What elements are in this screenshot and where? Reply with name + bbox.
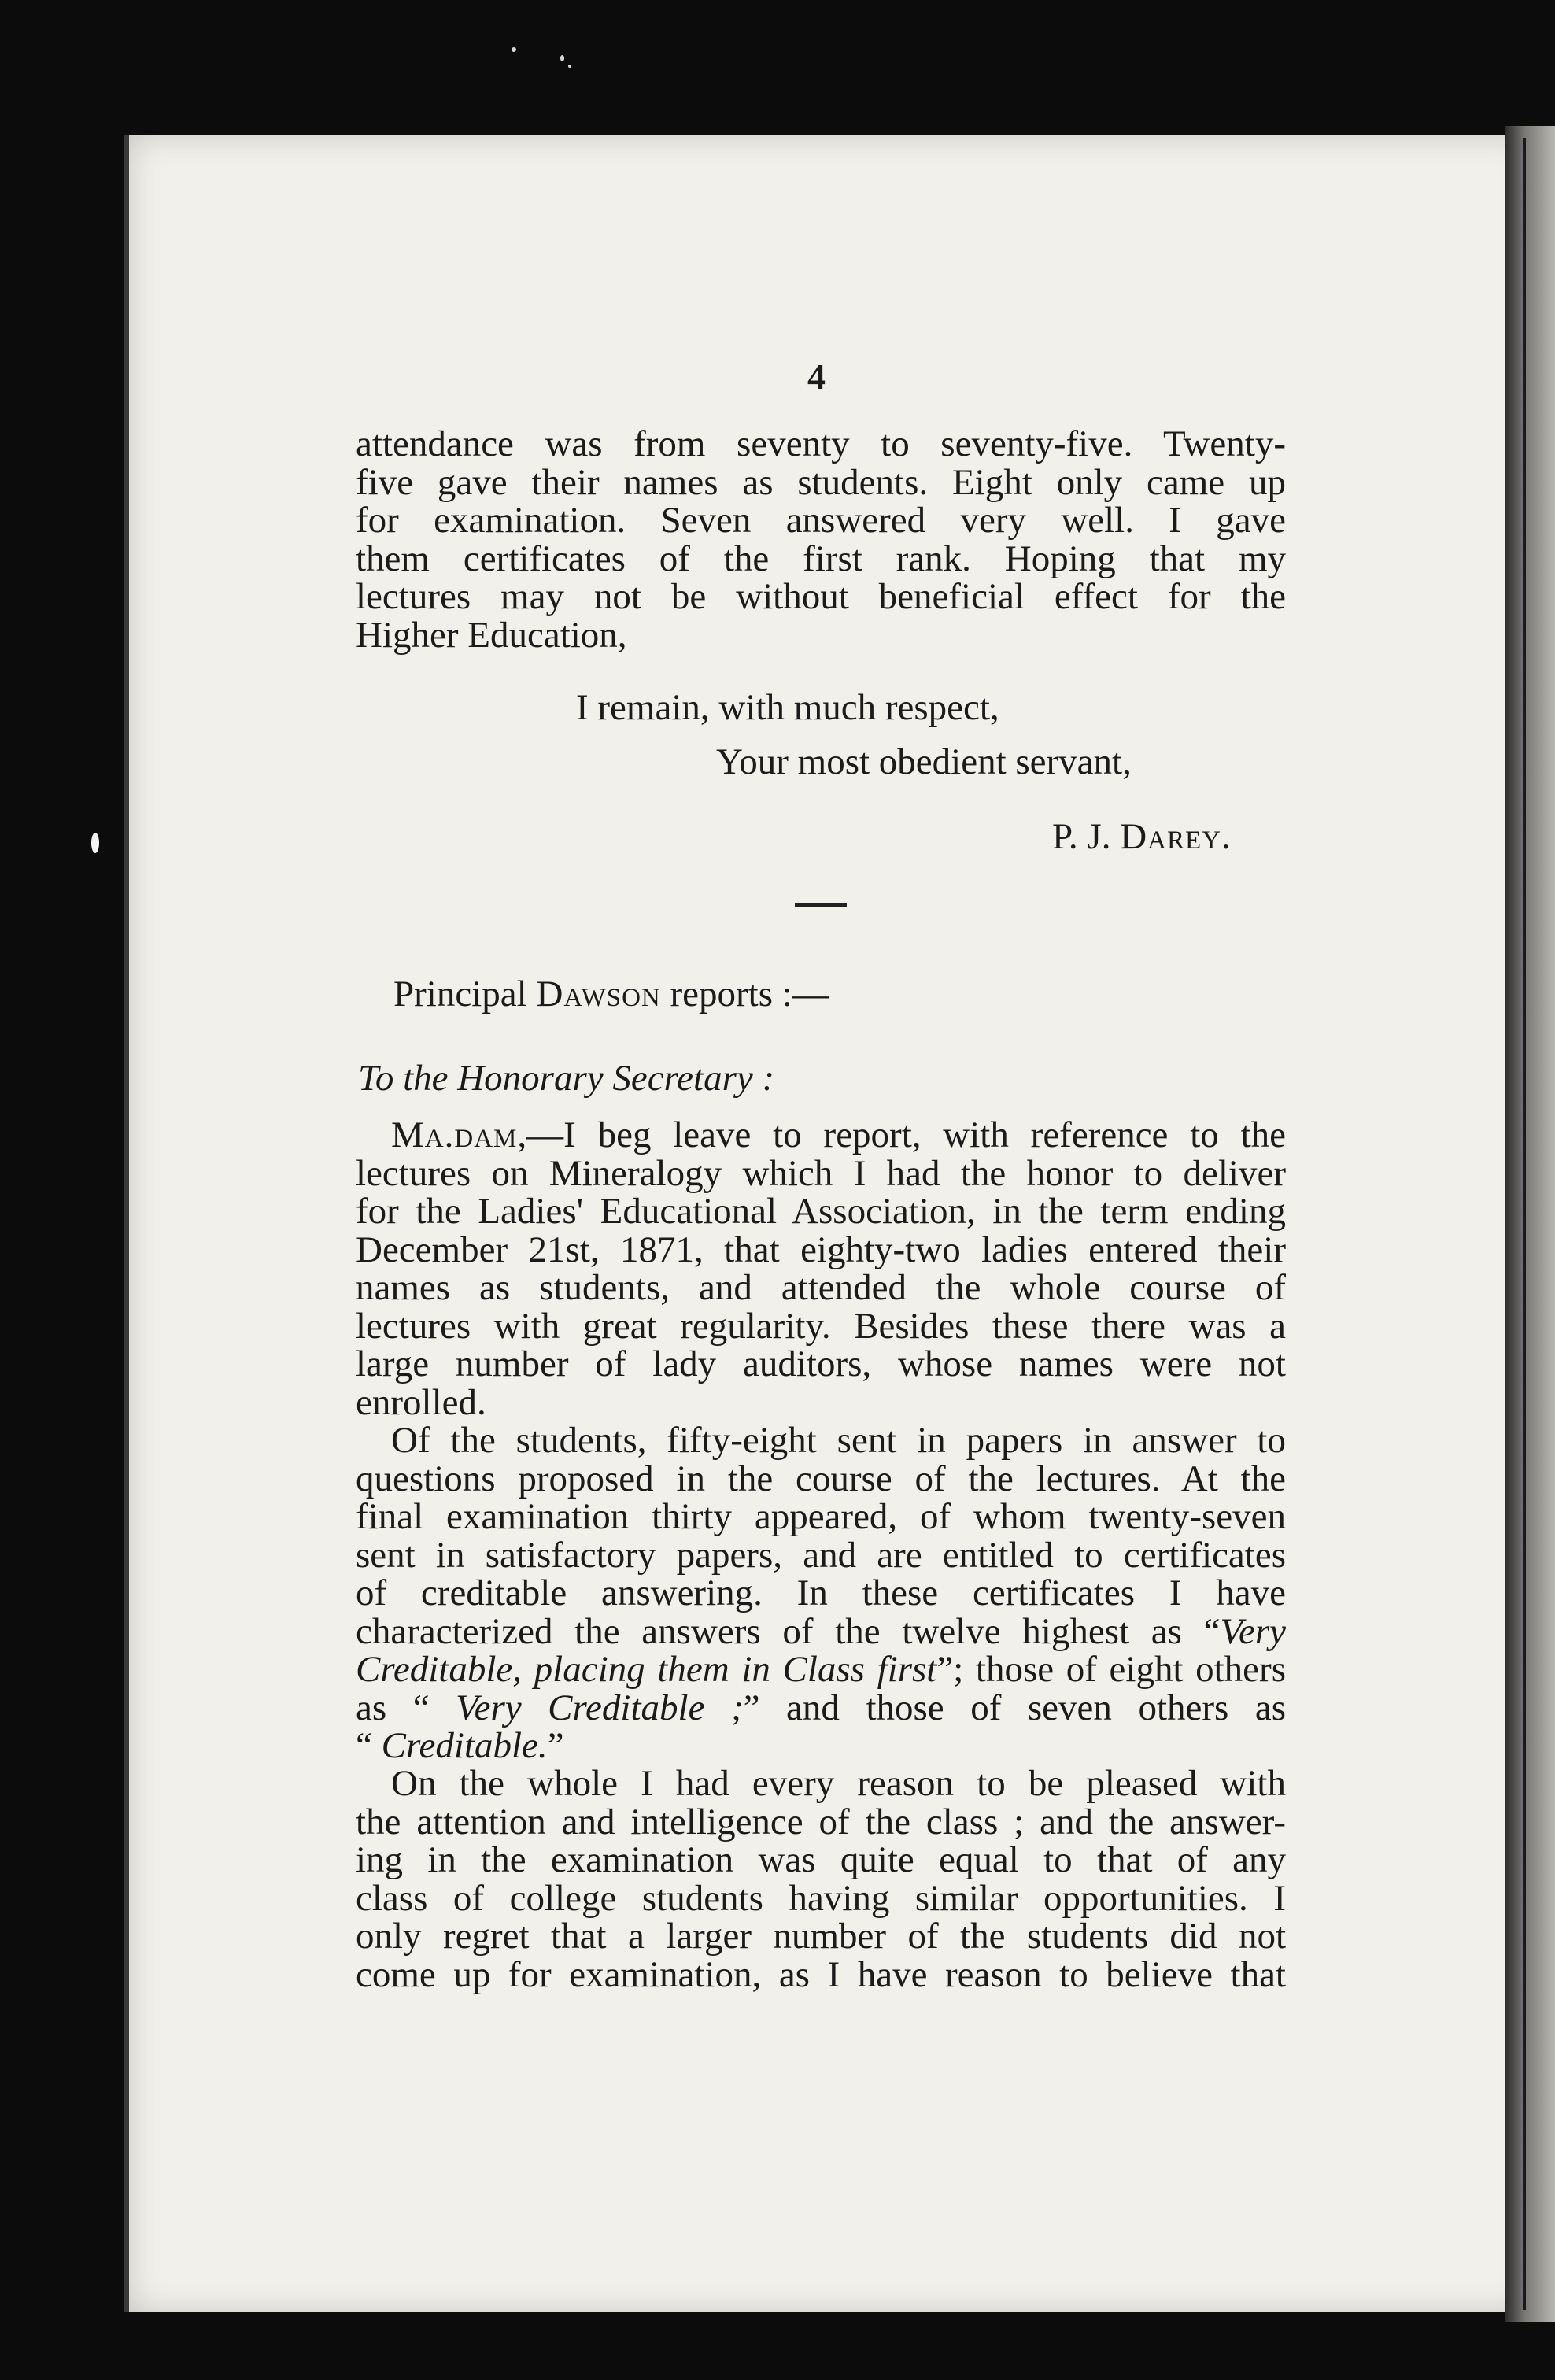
text-line: only regret that a larger number of the students did not — [356, 1916, 1286, 1957]
italic-fragment: Very — [1220, 1610, 1286, 1652]
text-line: enrolled. — [356, 1381, 486, 1423]
text-fragment: “ — [356, 1725, 382, 1766]
text-line: Of the students, fifty-eight sent in papers in answer to — [391, 1420, 1286, 1461]
text-line: of creditable answering. In these certificates I have — [356, 1572, 1286, 1613]
text-line: Higher Education, — [356, 614, 627, 656]
text-line: final examination thirty appeared, of whom twenty-seven — [356, 1496, 1286, 1537]
text-line: December 21st, 1871, that eighty-two ladies entered their — [356, 1229, 1286, 1270]
report-heading-name: Dawson — [536, 974, 661, 1014]
report-heading-prefix: Principal — [393, 974, 537, 1014]
italic-fragment: Very Creditable ; — [456, 1687, 744, 1728]
text-line: lectures on Mineralogy which I had the honor to deliver — [356, 1152, 1286, 1194]
opening-word-tail: .dam — [444, 1114, 518, 1155]
text-line: lectures with great regularity. Besides these there was a — [356, 1305, 1286, 1347]
text-line: for examination. Seven answered very well. I gave — [356, 500, 1286, 541]
opening-word: Ma — [391, 1114, 445, 1155]
text-line: come up for examination, as I have reason to believe that — [356, 1953, 1286, 1995]
text-line — [356, 1650, 1286, 1689]
text-line: them certificates of the first rank. Hoping that my — [356, 538, 1286, 579]
scan-speck — [91, 833, 99, 853]
text-line: lectures may not be without beneficial effect for the — [356, 576, 1286, 617]
text-line — [356, 1610, 1286, 1652]
text-fragment: ,—I beg leave to report, with reference to the — [517, 1114, 1286, 1155]
report-paragraph — [356, 1765, 1286, 1994]
text-line — [356, 1116, 1286, 1155]
text-line: ing in the examination was quite equal to that of any — [356, 1839, 1286, 1880]
signature-name: Darey. — [1120, 816, 1232, 857]
letter-continuation — [356, 425, 1286, 654]
report-heading — [393, 973, 829, 1015]
report-paragraph — [356, 1421, 1286, 1765]
text-line: questions proposed in the course of the lectures. At the — [356, 1458, 1286, 1499]
scan-speck — [560, 55, 564, 61]
report-paragraph — [356, 1116, 1286, 1421]
text-line: On the whole I had every reason to be pleased with — [391, 1763, 1286, 1804]
text-fragment: ” and those of seven others as — [743, 1687, 1286, 1728]
signature-initials: P. J. — [1052, 816, 1121, 857]
text-line: for the Ladies' Educational Association, in the term ending — [356, 1191, 1286, 1232]
signature — [1052, 815, 1232, 858]
text-fragment: as “ — [356, 1687, 456, 1728]
text-fragment: ” — [547, 1725, 564, 1766]
text-line — [356, 1727, 1286, 1765]
scan-speck — [568, 65, 571, 68]
italic-fragment: Creditable. — [381, 1725, 548, 1766]
italic-fragment: Creditable, placing them in Class first — [356, 1649, 937, 1690]
page-edge-shadow — [1505, 126, 1555, 2322]
closing-line: I remain, with much respect, — [576, 687, 999, 728]
scan-speck — [512, 47, 516, 52]
text-line: the attention and intelligence of the class ; and the answer- — [356, 1801, 1286, 1842]
text-line — [356, 1689, 1286, 1728]
text-line: sent in satisfactory papers, and are entitled to certificates — [356, 1534, 1286, 1576]
page-number: 4 — [807, 357, 826, 397]
closing-line: Your most obedient servant, — [716, 741, 1132, 782]
text-line: five gave their names as students. Eight only came up — [356, 461, 1286, 503]
page-edge-line — [1523, 138, 1526, 2310]
salutation: To the Honorary Secretary : — [358, 1058, 775, 1099]
text-line: large number of lady auditors, whose names were not — [356, 1343, 1286, 1384]
text-fragment: characterized the answers of the twelve highest as “ — [356, 1610, 1221, 1652]
text-line: class of college students having similar opportunities. I — [356, 1877, 1286, 1919]
text-line: attendance was from seventy to seventy-five. Twenty- — [356, 423, 1286, 464]
section-divider — [795, 903, 847, 907]
report-heading-suffix: reports :— — [660, 974, 829, 1014]
text-line: names as students, and attended the whole course of — [356, 1267, 1286, 1308]
text-fragment: ”; those of eight others — [936, 1649, 1286, 1690]
